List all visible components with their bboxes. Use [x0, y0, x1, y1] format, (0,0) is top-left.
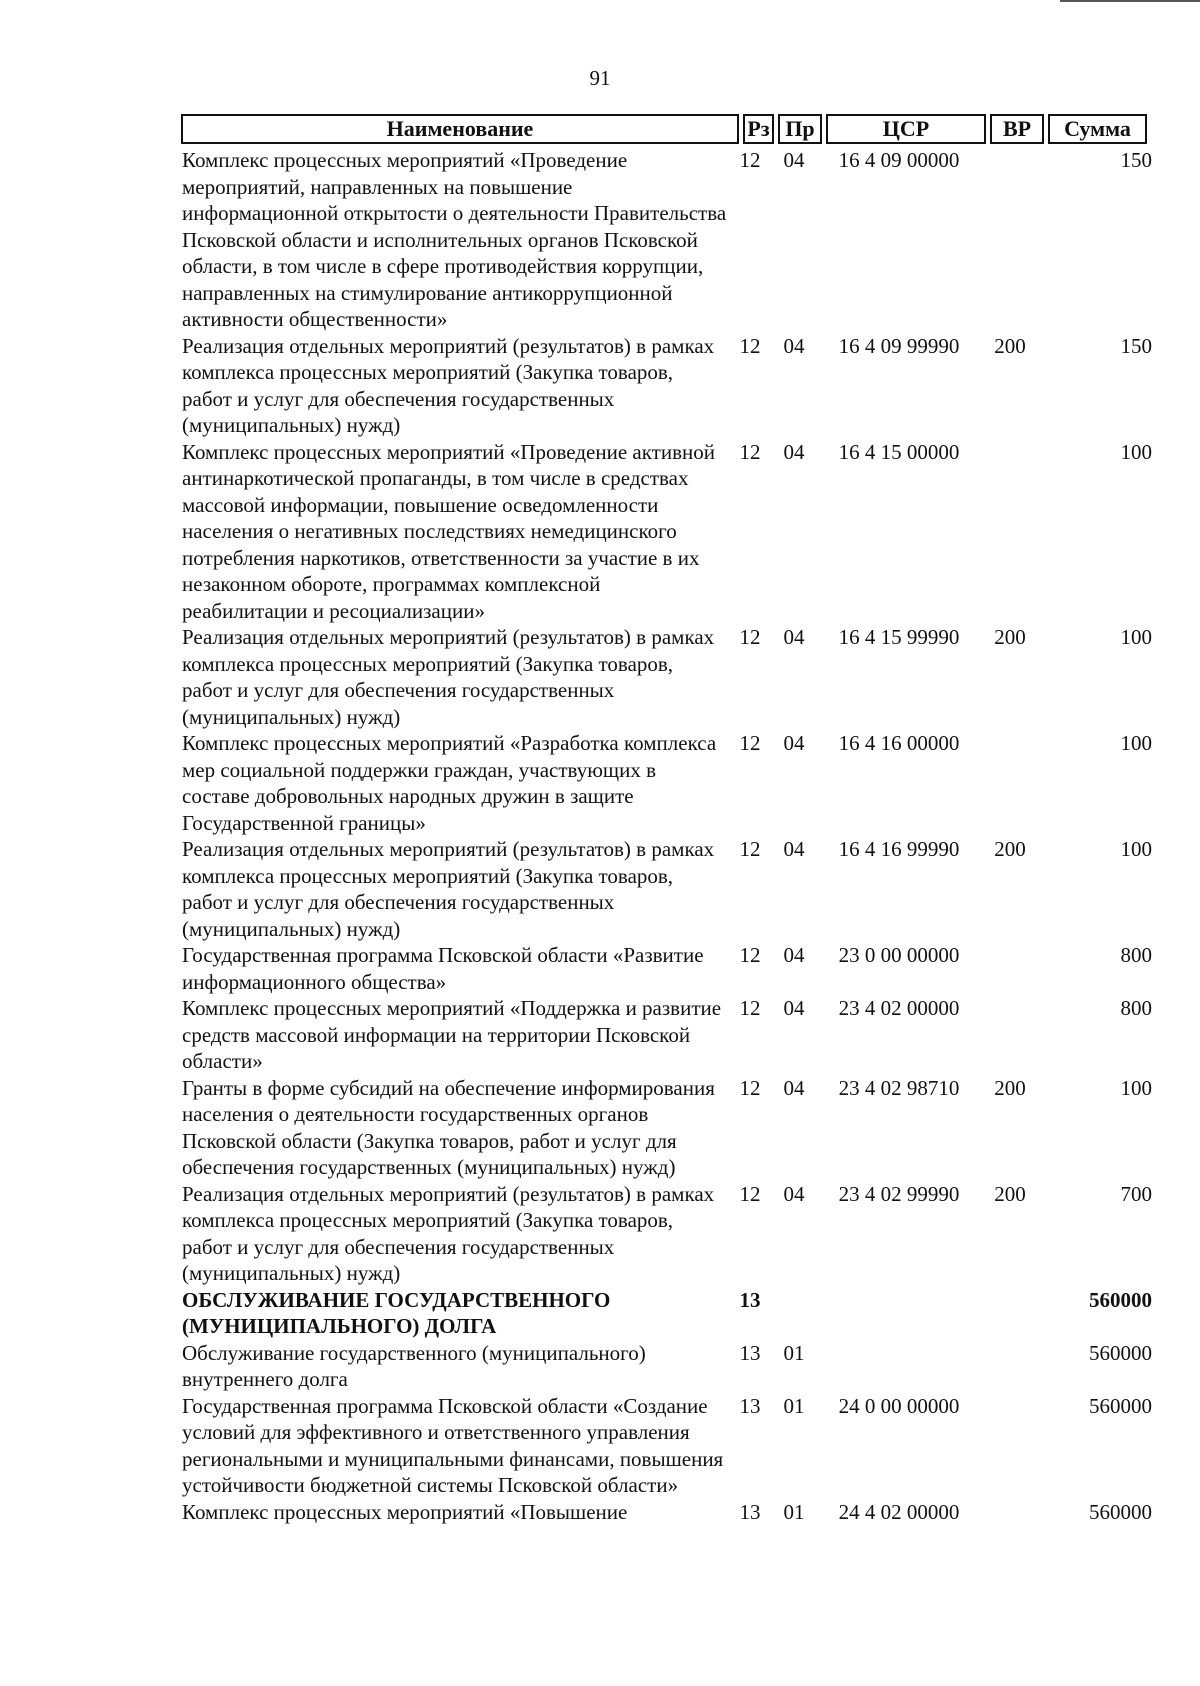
table-row	[182, 1393, 1154, 1499]
row-csr: 23 4 02 99990	[838, 1181, 960, 1206]
row-vr	[978, 1287, 1042, 1340]
row-name: Реализация отдельных мероприятий (результатов) в рамках комплекса процессных мероприятий (Закупка товаров, работ и услуг для обеспечения государственных (муниципальных) нужд)	[182, 837, 715, 941]
row-rz: 12	[739, 731, 761, 755]
row-pr: 04	[783, 333, 805, 358]
row-name: Реализация отдельных мероприятий (результатов) в рамках комплекса процессных мероприятий (Закупка товаров, работ и услуг для обеспечения государственных (муниципальных) нужд)	[182, 1181, 715, 1285]
table-row	[182, 836, 1154, 942]
row-vr	[978, 730, 1042, 836]
row-sum: 100	[1120, 731, 1152, 755]
row-name: Комплекс процессных мероприятий «Разработка комплекса мер социальной поддержки граждан, участвующих в составе добровольных народных дружин в защите Государственной границы»	[182, 731, 717, 835]
row-rz: 12	[739, 148, 761, 172]
row-vr	[978, 439, 1042, 625]
top-edge-rule	[1060, 0, 1200, 2]
table-row	[182, 147, 1154, 333]
row-name: Комплекс процессных мероприятий «Проведение мероприятий, направленных на повышение информационной открытости о деятельности Правительства Псковской области и исполнительных органов Псковской области, в том числе в сфере противодействия коррупции, направленных на стимулирование антикоррупционной активности общественности»	[182, 148, 727, 331]
table-row	[182, 439, 1154, 625]
row-rz: 13	[739, 1340, 761, 1365]
row-pr: 01	[783, 1340, 805, 1365]
row-rz: 13	[739, 1393, 761, 1418]
row-csr: 16 4 09 99990	[838, 333, 960, 358]
row-pr: 04	[783, 1075, 805, 1100]
row-name: Реализация отдельных мероприятий (результатов) в рамках комплекса процессных мероприятий (Закупка товаров, работ и услуг для обеспечения государственных (муниципальных) нужд)	[182, 625, 715, 729]
header-vr: ВР	[990, 114, 1044, 144]
row-rz: 13	[739, 1287, 761, 1312]
row-sum: 700	[1120, 1181, 1152, 1206]
row-name: Комплекс процессных мероприятий «Повышение	[182, 1499, 628, 1524]
row-name: Государственная программа Псковской области «Создание условий для эффективного и ответственного управления региональными и муниципальными финансами, повышения устойчивости бюджетной системы Псковской области»	[182, 1393, 724, 1497]
row-sum: 100	[1120, 1075, 1152, 1100]
row-pr: 04	[783, 439, 805, 464]
row-rz: 12	[739, 1181, 761, 1206]
row-sum: 800	[1120, 996, 1152, 1020]
header-csr: ЦСР	[826, 114, 986, 144]
row-pr	[768, 1287, 820, 1340]
table-row	[182, 1287, 1154, 1340]
table-row	[182, 730, 1154, 836]
row-pr: 04	[783, 837, 805, 861]
row-csr: 23 4 02 98710	[838, 1075, 960, 1100]
row-rz: 12	[739, 996, 761, 1020]
row-rz: 12	[739, 625, 761, 649]
row-csr: 16 4 16 99990	[838, 837, 960, 861]
row-csr: 16 4 16 00000	[838, 731, 960, 755]
row-csr: 23 0 00 00000	[838, 943, 960, 967]
row-pr: 04	[783, 1181, 805, 1206]
row-csr: 23 4 02 00000	[838, 996, 960, 1020]
row-name: Обслуживание государственного (муниципального) внутреннего долга	[182, 1340, 646, 1391]
page-number: 91	[589, 66, 611, 90]
row-csr	[820, 1340, 978, 1393]
row-rz: 12	[739, 1075, 761, 1100]
row-pr: 04	[783, 996, 805, 1020]
table-row	[182, 1340, 1154, 1393]
table-row	[182, 333, 1154, 439]
row-sum: 150	[1120, 333, 1152, 358]
row-name: ОБСЛУЖИВАНИЕ ГОСУДАРСТВЕННОГО (МУНИЦИПАЛЬНОГО) ДОЛГА	[182, 1287, 611, 1338]
table-body	[182, 147, 1154, 1525]
table-row	[182, 942, 1154, 995]
header-name: Наименование	[181, 114, 739, 144]
row-name: Государственная программа Псковской области «Развитие информационного общества»	[182, 943, 704, 994]
row-vr: 200	[994, 1181, 1026, 1206]
row-sum: 100	[1120, 625, 1152, 649]
row-sum: 560000	[1089, 1340, 1152, 1365]
row-csr: 16 4 15 99990	[838, 625, 960, 649]
row-csr	[820, 1287, 978, 1340]
row-rz: 12	[739, 333, 761, 358]
row-pr: 04	[783, 943, 805, 967]
row-sum: 100	[1120, 439, 1152, 464]
row-pr: 01	[783, 1499, 805, 1524]
header-rz: Рз	[743, 114, 774, 144]
row-sum: 150	[1120, 148, 1152, 172]
row-csr: 24 0 00 00000	[838, 1393, 960, 1418]
row-vr	[978, 995, 1042, 1075]
row-vr	[978, 1393, 1042, 1499]
row-csr: 24 4 02 00000	[838, 1499, 960, 1524]
row-rz: 12	[739, 837, 761, 861]
table-row	[182, 624, 1154, 730]
row-rz: 12	[739, 439, 761, 464]
table-row	[182, 1181, 1154, 1287]
row-vr	[978, 1499, 1042, 1526]
row-sum: 560000	[1089, 1499, 1152, 1524]
header-sum: Сумма	[1048, 114, 1147, 144]
row-vr: 200	[994, 1075, 1026, 1100]
table-row	[182, 1499, 1154, 1526]
row-vr	[978, 1340, 1042, 1393]
row-name: Реализация отдельных мероприятий (результатов) в рамках комплекса процессных мероприятий (Закупка товаров, работ и услуг для обеспечения государственных (муниципальных) нужд)	[182, 333, 715, 437]
table-header	[181, 114, 1151, 144]
row-vr: 200	[994, 625, 1026, 649]
row-csr: 16 4 15 00000	[838, 439, 960, 464]
row-pr: 04	[783, 731, 805, 755]
header-pr: Пр	[778, 114, 822, 144]
row-name: Комплекс процессных мероприятий «Поддержка и развитие средств массовой информации на территории Псковской области»	[182, 996, 722, 1073]
table-row	[182, 995, 1154, 1075]
row-sum: 100	[1120, 837, 1152, 861]
row-pr: 04	[783, 148, 805, 172]
row-sum: 800	[1120, 943, 1152, 967]
row-csr: 16 4 09 00000	[838, 148, 960, 172]
row-vr	[978, 147, 1042, 333]
row-pr: 01	[783, 1393, 805, 1418]
row-rz: 13	[739, 1499, 761, 1524]
row-sum: 560000	[1089, 1393, 1152, 1418]
row-name: Гранты в форме субсидий на обеспечение информирования населения о деятельности государственных органов Псковской области (Закупка товаров, работ и услуг для обеспечения государственных (муниципальных) нужд)	[182, 1075, 715, 1179]
row-vr	[978, 942, 1042, 995]
row-vr: 200	[994, 333, 1026, 358]
table-row	[182, 1075, 1154, 1181]
row-pr: 04	[783, 625, 805, 649]
row-rz: 12	[739, 943, 761, 967]
row-name: Комплекс процессных мероприятий «Проведение активной антинаркотической пропаганды, в том числе в средствах массовой информации, повышение осведомленности населения о негативных последствиях немедицинского потребления наркотиков, ответственности за участие в их незаконном обороте, программах комплексной реабилитации и ресоциализации»	[182, 439, 715, 623]
row-sum: 560000	[1089, 1287, 1152, 1312]
row-vr: 200	[994, 837, 1026, 861]
